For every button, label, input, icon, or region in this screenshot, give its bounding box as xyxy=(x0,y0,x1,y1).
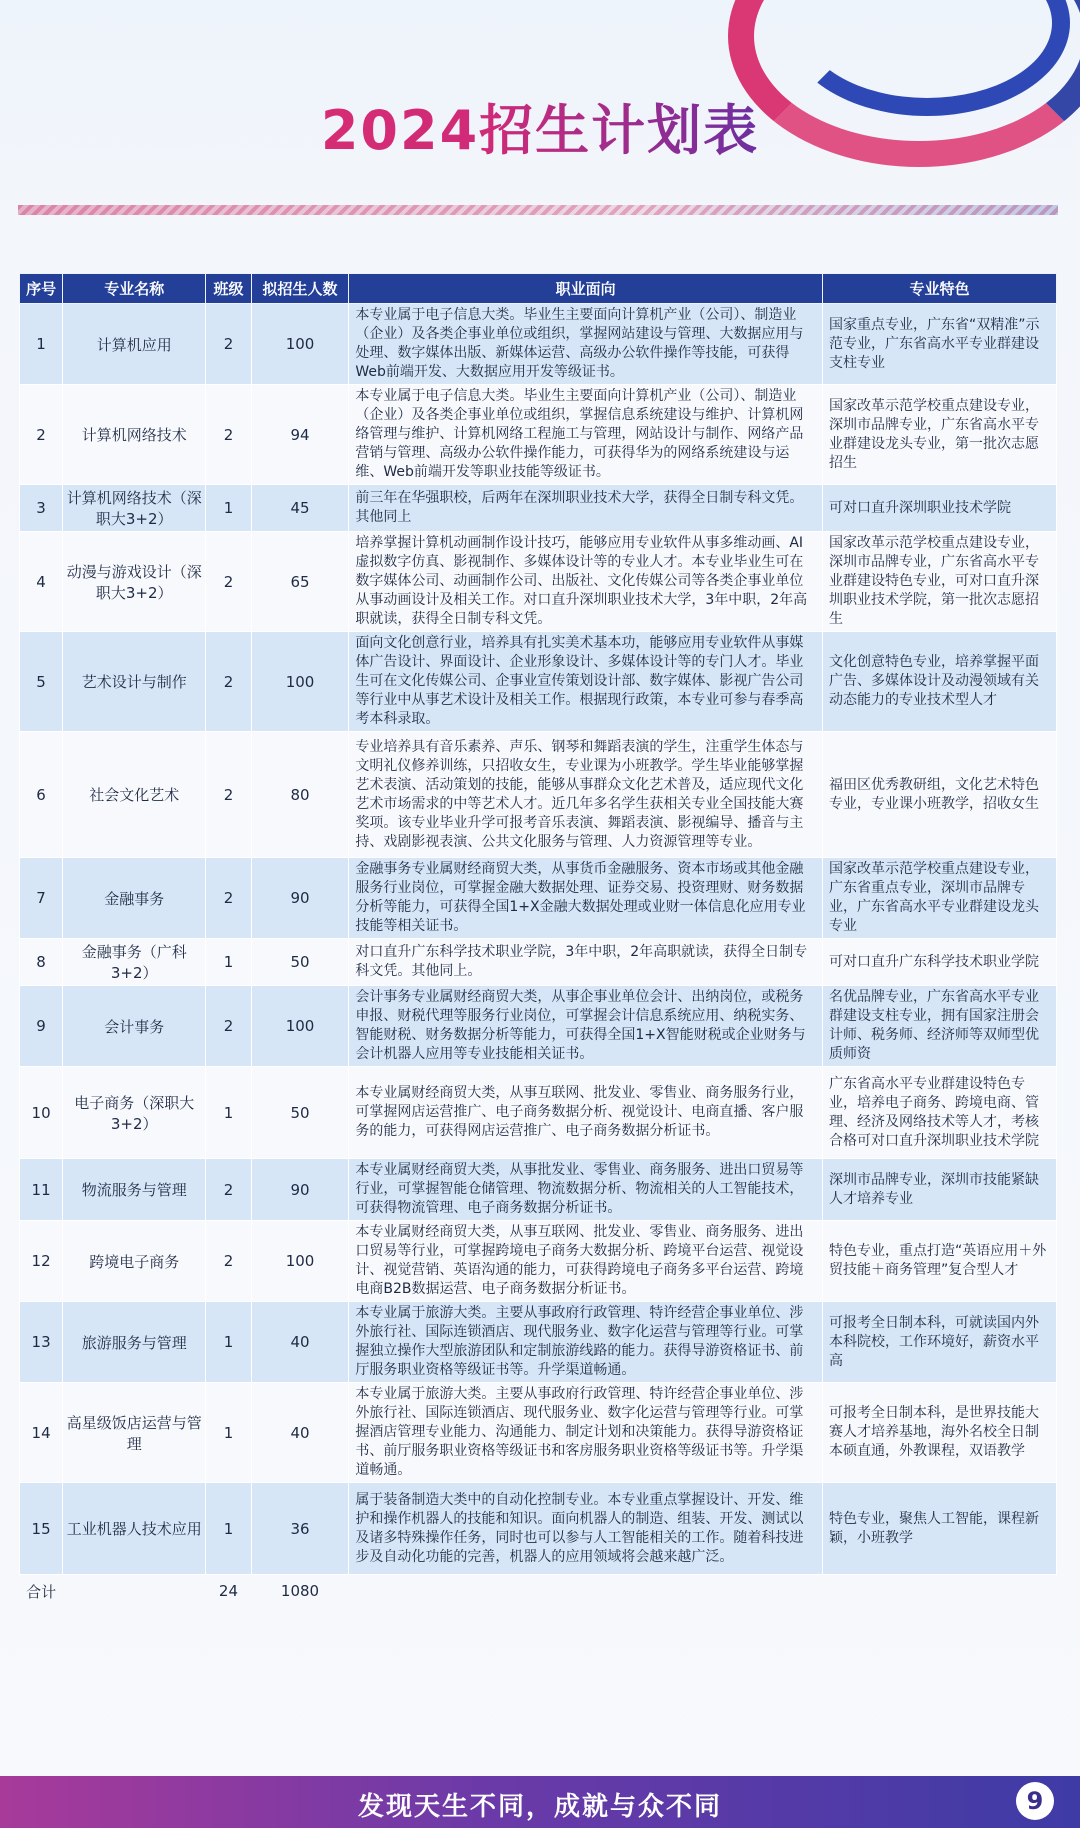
cell-career-direction: 培养掌握计算机动画制作设计技巧，能够应用专业软件从事多维动画、AI虚拟数字仿真、影视制作、多媒体设计等的专业人才。本专业毕业生可在数字媒体公司、动画制作公司、出版社、文化传媒公司等各类企事业单位从事动画设计及相关工作。对口直升深圳职业技术大学，3年中职，2年高职就读，获得全日制专科文凭。 xyxy=(349,532,823,632)
cell-classes: 2 xyxy=(206,1159,251,1221)
cell-major-features: 可对口直升深圳职业技术学院 xyxy=(822,485,1056,532)
total-empty xyxy=(63,1575,206,1608)
cell-major-name: 社会文化艺术 xyxy=(63,732,206,858)
cell-classes: 1 xyxy=(206,485,251,532)
cell-classes: 2 xyxy=(206,1221,251,1302)
cell-major-name: 计算机网络技术 xyxy=(63,385,206,485)
cell-planned-count: 94 xyxy=(251,385,349,485)
cell-classes: 1 xyxy=(206,1383,251,1483)
page-title: 2024招生计划表 xyxy=(0,88,1080,165)
cell-major-name: 高星级饭店运营与管理 xyxy=(63,1383,206,1483)
cell-career-direction: 本专业属财经商贸大类，从事互联网、批发业、零售业、商务服务行业，可掌握网店运营推广、电子商务数据分析、视觉设计、电商直播、客户服务的能力，可获得网店运营推广、电子商务数据分析证书。 xyxy=(349,1067,823,1159)
cell-index: 13 xyxy=(20,1302,63,1383)
table-row xyxy=(20,939,1057,986)
cell-major-name: 会计事务 xyxy=(63,986,206,1067)
footer-slogan: 发现天生不同，成就与众不同 xyxy=(357,1792,722,1822)
header-major-name: 专业名称 xyxy=(63,274,206,304)
table-row xyxy=(20,1383,1057,1483)
cell-major-features: 名优品牌专业，广东省高水平专业群建设支柱专业，拥有国家注册会计师、税务师、经济师等双师型优质师资 xyxy=(822,986,1056,1067)
table-row xyxy=(20,1067,1057,1159)
cell-major-features: 深圳市品牌专业，深圳市技能紧缺人才培养专业 xyxy=(822,1159,1056,1221)
cell-major-name: 动漫与游戏设计（深职大3+2） xyxy=(63,532,206,632)
total-label: 合计 xyxy=(26,1582,57,1601)
header-major-features: 专业特色 xyxy=(822,274,1056,304)
header-planned-count: 拟招生人数 xyxy=(251,274,349,304)
cell-classes: 2 xyxy=(206,532,251,632)
cell-career-direction: 本专业属于电子信息大类。毕业生主要面向计算机产业（公司）、制造业（企业）及各类企事业单位或组织，掌握信息系统建设与维护、计算机网络管理与维护、计算机网络工程施工与管理，网站设计与制作、网络产品营销与管理、高级办公软件操作能力，可获得华为的网络系统建设与运维、Web前端开发等职业技能等级证书。 xyxy=(349,385,823,485)
cell-major-features: 广东省高水平专业群建设特色专业，培养电子商务、跨境电商、管理、经济及网络技术等人才，考核合格可对口直升深圳职业技术学院 xyxy=(822,1067,1056,1159)
cell-classes: 2 xyxy=(206,632,251,732)
table-row xyxy=(20,1221,1057,1302)
table-row xyxy=(20,858,1057,939)
cell-index: 4 xyxy=(20,532,63,632)
cell-career-direction: 本专业属于电子信息大类。毕业生主要面向计算机产业（公司）、制造业（企业）及各类企事业单位或组织，掌握网站建设与管理、大数据应用与处理、数字媒体出版、新媒体运营、高级办公软件操作等技能，可获得Web前端开发、大数据应用开发等级证书。 xyxy=(349,304,823,385)
cell-major-features: 可对口直升广东科学技术职业学院 xyxy=(822,939,1056,986)
cell-classes: 2 xyxy=(206,858,251,939)
table-row xyxy=(20,485,1057,532)
table-row xyxy=(20,1302,1057,1383)
decorative-stripe xyxy=(18,205,1058,215)
cell-planned-count: 100 xyxy=(251,1221,349,1302)
cell-major-name: 物流服务与管理 xyxy=(63,1159,206,1221)
cell-classes: 1 xyxy=(206,1067,251,1159)
total-count: 1080 xyxy=(280,1582,320,1600)
cell-classes: 2 xyxy=(206,986,251,1067)
cell-major-name: 工业机器人技术应用 xyxy=(63,1483,206,1575)
cell-planned-count: 80 xyxy=(251,732,349,858)
cell-planned-count: 36 xyxy=(251,1483,349,1575)
cell-planned-count: 100 xyxy=(251,986,349,1067)
cell-classes: 1 xyxy=(206,1483,251,1575)
cell-career-direction: 会计事务专业属财经商贸大类，从事企事业单位会计、出纳岗位，或税务申报、财税代理等服务行业岗位，可掌握会计信息系统应用、纳税实务、智能财税、财务数据分析等能力，可获得全国1+X智能财税或企业财务与会计机器人应用等专业技能相关证书。 xyxy=(349,986,823,1067)
total-classes: 24 xyxy=(218,1582,239,1600)
cell-index: 2 xyxy=(20,385,63,485)
cell-major-features: 国家重点专业，广东省“双精准”示范专业，广东省高水平专业群建设支柱专业 xyxy=(822,304,1056,385)
cell-major-features: 国家改革示范学校重点建设专业，深圳市品牌专业，广东省高水平专业群建设特色专业，可对口直升深圳职业技术学院，第一批次志愿招生 xyxy=(822,532,1056,632)
cell-index: 1 xyxy=(20,304,63,385)
cell-major-features: 国家改革示范学校重点建设专业，广东省重点专业，深圳市品牌专业，广东省高水平专业群建设龙头专业 xyxy=(822,858,1056,939)
cell-major-name: 跨境电子商务 xyxy=(63,1221,206,1302)
table-row xyxy=(20,986,1057,1067)
table-row xyxy=(20,1159,1057,1221)
cell-index: 12 xyxy=(20,1221,63,1302)
cell-classes: 2 xyxy=(206,385,251,485)
cell-index: 3 xyxy=(20,485,63,532)
cell-major-features: 文化创意特色专业，培养掌握平面广告、多媒体设计及动漫领域有关动态能力的专业技术型人才 xyxy=(822,632,1056,732)
cell-index: 8 xyxy=(20,939,63,986)
cell-planned-count: 40 xyxy=(251,1383,349,1483)
cell-planned-count: 40 xyxy=(251,1302,349,1383)
cell-planned-count: 100 xyxy=(251,632,349,732)
cell-career-direction: 属于装备制造大类中的自动化控制专业。本专业重点掌握设计、开发、维护和操作机器人的技能和知识。面向机器人的制造、组装、开发、测试以及诸多特殊操作任务，同时也可以参与人工智能相关的工作。随着科技进步及自动化功能的完善，机器人的应用领域将会越来越广泛。 xyxy=(349,1483,823,1575)
cell-major-features: 特色专业，重点打造“英语应用＋外贸技能＋商务管理”复合型人才 xyxy=(822,1221,1056,1302)
cell-index: 15 xyxy=(20,1483,63,1575)
cell-major-name: 计算机应用 xyxy=(63,304,206,385)
cell-major-features: 可报考全日制本科，可就读国内外本科院校，工作环境好，薪资水平高 xyxy=(822,1302,1056,1383)
cell-major-name: 电子商务（深职大3+2） xyxy=(63,1067,206,1159)
cell-index: 14 xyxy=(20,1383,63,1483)
cell-index: 11 xyxy=(20,1159,63,1221)
cell-career-direction: 本专业属财经商贸大类，从事互联网、批发业、零售业、商务服务、进出口贸易等行业，可掌握跨境电子商务大数据分析、跨境平台运营、视觉设计、视觉营销、英语沟通的能力，可获得跨境电子商务多平台运营、跨境电商B2B数据运营、电子商务数据分析证书。 xyxy=(349,1221,823,1302)
cell-index: 6 xyxy=(20,732,63,858)
cell-career-direction: 专业培养具有音乐素养、声乐、钢琴和舞蹈表演的学生，注重学生体态与文明礼仪修养训练，只招收女生，专业课为小班教学。学生毕业能够掌握艺术表演、活动策划的技能，能够从事群众文化艺术普及，适应现代文化艺术市场需求的中等艺术人才。近几年多名学生获相关专业全国技能大赛奖项。该专业毕业升学可报考音乐表演、舞蹈表演、影视编导、播音与主持、戏剧影视表演、公共文化服务与管理、人力资源管理等专业。 xyxy=(349,732,823,858)
cell-career-direction: 面向文化创意行业，培养具有扎实美术基本功，能够应用专业软件从事媒体广告设计、界面设计、企业形象设计、多媒体设计等的专门人才。毕业生可在文化传媒公司、企事业宣传策划设计部、数字媒体、影视广告公司等行业中从事艺术设计及相关工作。根据现行政策，本专业可参与春季高考本科录取。 xyxy=(349,632,823,732)
table-row xyxy=(20,1483,1057,1575)
cell-classes: 2 xyxy=(206,304,251,385)
cell-classes: 1 xyxy=(206,1302,251,1383)
cell-classes: 1 xyxy=(206,939,251,986)
cell-index: 5 xyxy=(20,632,63,732)
cell-classes: 2 xyxy=(206,732,251,858)
cell-planned-count: 45 xyxy=(251,485,349,532)
cell-major-name: 金融事务（广科3+2） xyxy=(63,939,206,986)
cell-career-direction: 本专业属于旅游大类。主要从事政府行政管理、特许经营企事业单位、涉外旅行社、国际连锁酒店、现代服务业、数字化运营与管理等行业。可掌握独立操作大型旅游团队和定制旅游线路的能力。获得导游资格证书、前厅服务职业资格等级证书等。升学渠道畅通。 xyxy=(349,1302,823,1383)
cell-index: 9 xyxy=(20,986,63,1067)
header-index: 序号 xyxy=(20,274,63,304)
cell-major-name: 计算机网络技术（深职大3+2） xyxy=(63,485,206,532)
table-header-row xyxy=(20,274,1057,304)
total-empty xyxy=(349,1575,823,1608)
cell-planned-count: 90 xyxy=(251,858,349,939)
cell-career-direction: 金融事务专业属财经商贸大类，从事货币金融服务、资本市场或其他金融服务行业岗位，可掌握金融大数据处理、证券交易、投资理财、财务数据分析等能力，可获得全国1+X金融大数据处理或业财一体信息化应用专业技能等相关证书。 xyxy=(349,858,823,939)
header-career-direction: 职业面向 xyxy=(349,274,823,304)
enrollment-plan-table xyxy=(19,273,1057,1607)
cell-major-features: 福田区优秀教研组，文化艺术特色专业，专业课小班教学，招收女生 xyxy=(822,732,1056,858)
table-row xyxy=(20,304,1057,385)
total-empty xyxy=(822,1575,1056,1608)
cell-major-features: 特色专业，聚焦人工智能，课程新颖，小班教学 xyxy=(822,1483,1056,1575)
cell-planned-count: 65 xyxy=(251,532,349,632)
header-classes: 班级 xyxy=(206,274,251,304)
table-total-row xyxy=(20,1575,1057,1608)
cell-index: 10 xyxy=(20,1067,63,1159)
cell-planned-count: 50 xyxy=(251,1067,349,1159)
cell-planned-count: 90 xyxy=(251,1159,349,1221)
cell-major-name: 艺术设计与制作 xyxy=(63,632,206,732)
table-row xyxy=(20,732,1057,858)
cell-major-features: 国家改革示范学校重点建设专业，深圳市品牌专业，广东省高水平专业群建设龙头专业，第一批次志愿招生 xyxy=(822,385,1056,485)
table-row xyxy=(20,385,1057,485)
page-number-badge: 9 xyxy=(1016,1782,1054,1820)
cell-career-direction: 本专业属财经商贸大类，从事批发业、零售业、商务服务、进出口贸易等行业，可掌握智能仓储管理、物流数据分析、物流相关的人工智能技术，可获得物流管理、电子商务数据分析证书。 xyxy=(349,1159,823,1221)
cell-planned-count: 50 xyxy=(251,939,349,986)
table-row xyxy=(20,632,1057,732)
cell-major-name: 旅游服务与管理 xyxy=(63,1302,206,1383)
table-row xyxy=(20,532,1057,632)
cell-planned-count: 100 xyxy=(251,304,349,385)
cell-index: 7 xyxy=(20,858,63,939)
cell-major-name: 金融事务 xyxy=(63,858,206,939)
footer-banner xyxy=(0,1776,1080,1828)
cell-career-direction: 对口直升广东科学技术职业学院，3年中职，2年高职就读，获得全日制专科文凭。其他同上。 xyxy=(349,939,823,986)
cell-career-direction: 本专业属于旅游大类。主要从事政府行政管理、特许经营企事业单位、涉外旅行社、国际连锁酒店、现代服务业、数字化运营与管理等行业。可掌握酒店管理专业能力、沟通能力、制定计划和决策能力。获得导游资格证书、前厅服务职业资格等级证书和客房服务职业资格等级证书等。升学渠道畅通。 xyxy=(349,1383,823,1483)
cell-major-features: 可报考全日制本科，是世界技能大赛人才培养基地，海外名校全日制本硕直通，外教课程，双语教学 xyxy=(822,1383,1056,1483)
cell-career-direction: 前三年在华强职校，后两年在深圳职业技术大学，获得全日制专科文凭。其他同上 xyxy=(349,485,823,532)
